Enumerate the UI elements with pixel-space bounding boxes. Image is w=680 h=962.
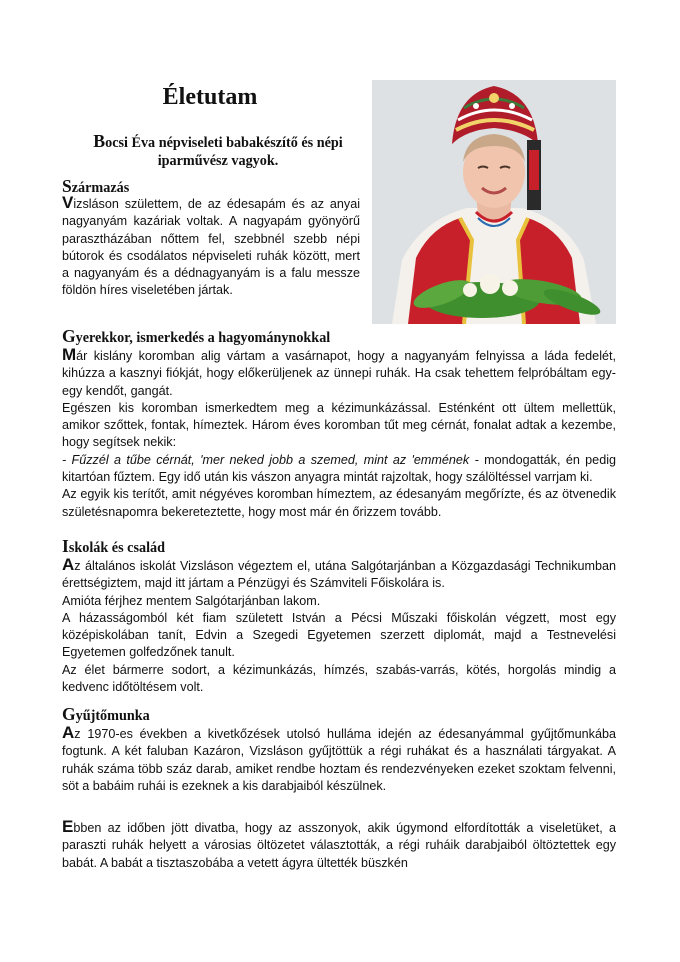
quote: - Fűzzél a tűbe cérnát, 'mer neked jobb a szemed, mint az 'emmének - [62, 452, 479, 467]
section-heading-iskolak [62, 536, 165, 557]
paragraph [62, 345, 616, 400]
section-heading-gyerekkor [62, 326, 330, 347]
page-title: Életutam [162, 84, 258, 110]
intro-text: ocsi Éva népviseleti babakészítő és népi iparművész vagyok. [105, 135, 343, 169]
dropcap: M [62, 345, 77, 364]
heading-dropcap: I [62, 536, 69, 556]
paragraph-text: z 1970-es években a kivetkőzések utolsó hulláma idején az édesanyámmal gyűjtőmunkába fogtunk. A két faluban Kazáron, Vizsláson gyűjtöttük a régi ruhákat és a használati tárgyakat. A ruhák száma több száz darab, amiket rendbe hoztam és rendezvényeken ezeket szoktam felvenni, söt a babáim ruhái is ezeknek a kis darabjaiból készülnek. [62, 727, 616, 793]
dropcap: A [62, 555, 75, 574]
paragraph: Amióta férjhez mentem Salgótarjánban lakom. [62, 593, 321, 608]
paragraph [62, 452, 616, 487]
paragraph [62, 555, 616, 593]
section-heading-gyujtomunka [62, 704, 150, 725]
paragraph-text: ár kislány koromban alig vártam a vasárnapot, hogy a nagyanyám felnyissa a láda fedelét, kihúzza a kasznyi fiókját, hogy előkerüljenek az ünnepi ruhák. Ha csak tehettem felpróbáltam egy-egy kendőt, gangát. [62, 349, 616, 398]
section-body-iskolak [62, 555, 616, 696]
section-body-gyujtomunka [62, 723, 616, 795]
section-body-gyujtomunka-2 [62, 817, 616, 872]
dropcap: V [62, 193, 74, 212]
heading-text: skolák és család [68, 540, 165, 556]
heading-dropcap: G [62, 326, 76, 346]
heading-dropcap: S [62, 176, 72, 196]
heading-text: zármazás [71, 180, 130, 196]
paragraph-text: bben az időben jött divatba, hogy az asszonyok, akik úgymond elfordították a viseletüket, a paraszti ruhák helyett a városias öltözetet választották, a régi ruháik darabjaiból öltöztettek egy babát. A babát a tisztaszobába a vetett ágyra ültették büszkén [62, 821, 616, 870]
paragraph-text: mondogatták, én pedig kitartóan fűztem. Egy idő után kis vászon anyagra mintát rajzoltak, hogy szálöltéssel varrjam ki. [62, 452, 616, 485]
section-body-gyerekkor [62, 345, 616, 521]
paragraph-text: z általános iskolát Vizsláson végeztem el, utána Salgótarjánban a Közgazdasági Technikumban érettségiztem, majd itt jártam a Pénzügyi és Számviteli Főiskolára is. [62, 559, 616, 591]
intro-dropcap: B [93, 131, 106, 151]
section-body-szarmazas [62, 193, 360, 300]
intro-statement [78, 132, 358, 170]
dropcap: A [62, 723, 75, 742]
paragraph: Az egyik kis terítőt, amit négyéves koromban hímeztem, az édesanyám megőrízte, és az ötvenedik születésnapomra bekereteztette, hogy most már én őrizzem tovább. [62, 487, 616, 519]
heading-text: yűjtőmunka [75, 708, 150, 724]
paragraph-text: izsláson születtem, de az édesapám és az anyai nagyanyám kazáriak voltak. A nagyapám gyönyörű parasztházában nőttem fel, szebbnél szebb népi bútorok és csodálatos népviseleti ruhák között, mert a nagyanyám és a dédnagyanyám is a falu messze földön híres viseletében jártak. [62, 197, 360, 298]
heading-dropcap: G [62, 704, 76, 724]
paragraph: Egészen kis koromban ismerkedtem meg a kézimunkázással. Esténként ott ültem mellettük, amikor szőttek, fontak, hímeztek. Három éves koromban tűt meg cérnát, fonalat adtak a kezembe, hogy segítsek nekik: [62, 400, 616, 450]
paragraph [62, 193, 360, 300]
portrait-photo [372, 80, 616, 324]
paragraph: Az élet bármerre sodort, a kézimunkázás, hímzés, szabás-varrás, kötés, horgolás mindig a kedvenc időtöltésem volt. [62, 662, 616, 695]
portrait-illustration [372, 80, 616, 324]
paragraph [62, 817, 616, 872]
paragraph [62, 723, 616, 795]
dropcap: E [62, 817, 74, 836]
heading-text: yerekkor, ismerkedés a hagyománynokkal [75, 330, 331, 346]
paragraph: A házasságomból két fiam született István a Pécsi Műszaki főiskolán végzett, most egy középiskolában tanít, Edvin a Szegedi Egyetemen szerzett diplomát, majd a Testnevelési Egyetemen golfedzőnek tanult. [62, 610, 616, 660]
